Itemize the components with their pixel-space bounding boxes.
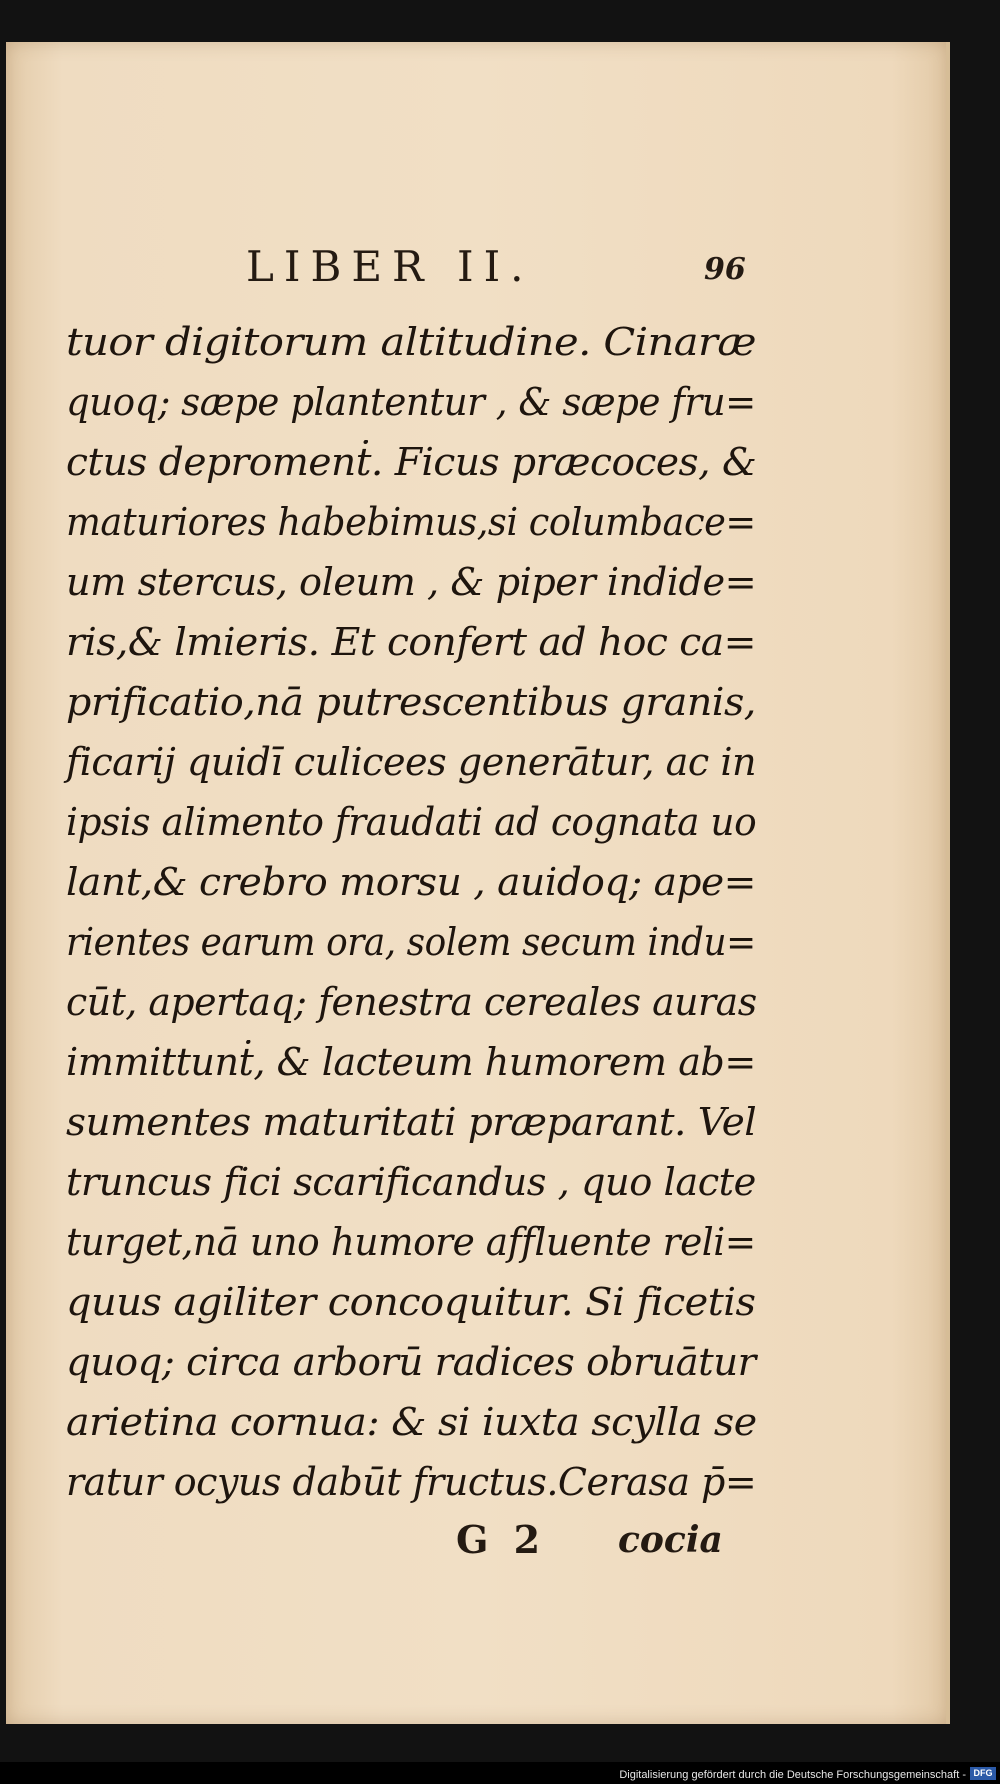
text-line: arietina cornua: & si iuxta scylla se [66,1400,757,1444]
book-page [6,42,948,1724]
text-block [66,312,756,1512]
text-line: tuor digitorum altitudine. Cinaræ [66,320,756,364]
text-line: quus agiliter concoquitur. Si ficetis [66,1280,756,1324]
text-line: quoq; sæpe plantentur , & sæpe fru= [66,380,756,424]
page-header [6,242,948,302]
text-line: immittunṫ, & lacteum humorem ab= [66,1040,756,1084]
catchline [6,1517,948,1577]
text-line: cūt, apertaq; fenestra cereales auras [66,980,757,1024]
running-head: LIBER II. [246,242,534,291]
text-line: maturiores habebimus,si columbace= [66,500,756,544]
text-line: ratur ocyus dabūt fructus.Cerasa p̄= [66,1460,757,1504]
credit-bar [0,1762,1000,1784]
text-line: turget,nā uno humore affluente reli= [66,1220,756,1264]
text-line: ris,& lmieris. Et confert ad hoc ca= [66,620,756,664]
text-line: lant,& crebro morsu , auidoq; ape= [66,860,756,904]
page-number: 96 [704,252,746,287]
text-line: truncus fici scarificandus , quo lacte [66,1160,756,1204]
text-line: ficarij quidī culicees generātur, ac in [66,740,757,784]
catchword: cocia [618,1519,723,1561]
dfg-logo: DFG [970,1767,996,1780]
text-line: um stercus, oleum , & piper indide= [66,560,757,604]
text-line: quoq; circa arborū radices obruātur [66,1340,756,1384]
text-line: sumentes maturitati præparant. Vel [66,1100,757,1144]
funding-credit: Digitalisierung gefördert durch die Deutsche Forschungsgemeinschaft - [619,1769,966,1781]
text-line: prificatio,nā putrescentibus granis, [66,680,756,724]
signature-mark: G 2 [456,1517,547,1562]
text-line: rientes earum ora, solem secum indu= [66,920,756,964]
text-line: ctus depromenṫ. Ficus præcoces, & [66,440,757,484]
text-line: ipsis alimento fraudati ad cognata uo [66,800,757,844]
